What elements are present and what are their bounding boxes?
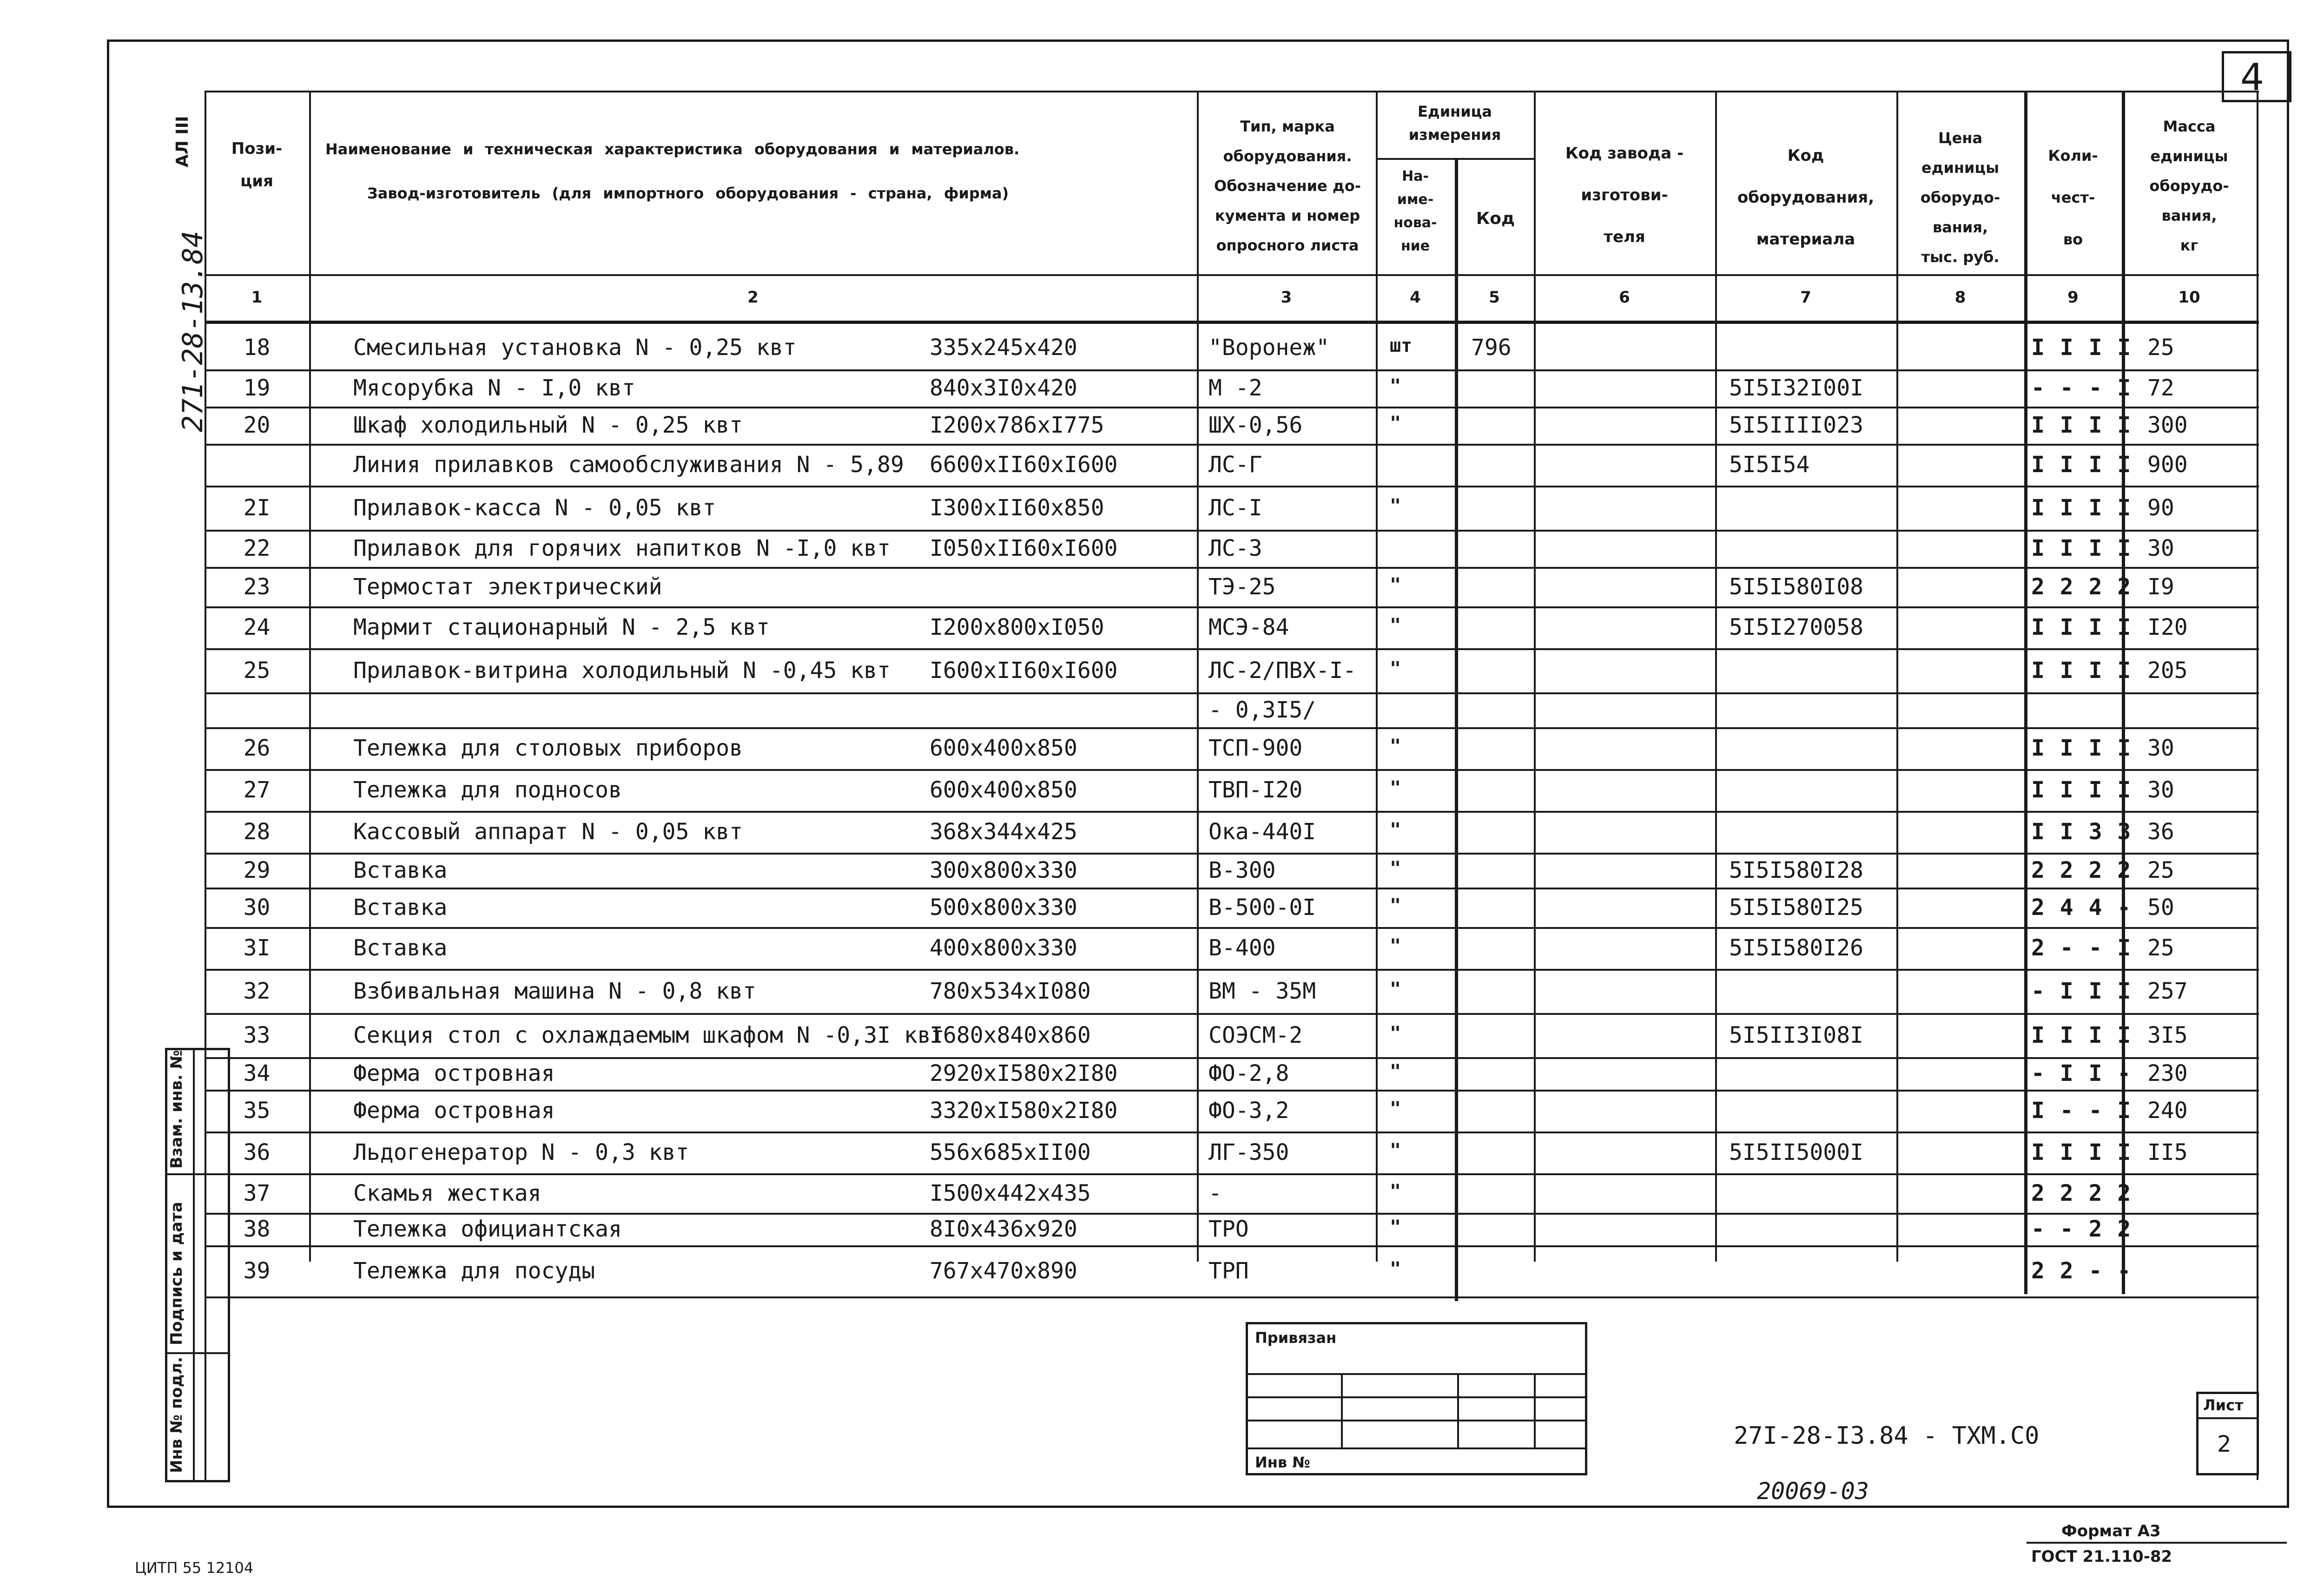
header-col7: Код оборудования, материала	[1737, 146, 1875, 249]
stamp-v1	[1341, 1373, 1343, 1447]
cell-dims: I600xII60xI600	[930, 657, 1118, 684]
cell-dims: 368x344x425	[930, 819, 1077, 845]
side-top-mark: АЛ III	[173, 116, 192, 167]
cell-unit: "	[1390, 857, 1401, 879]
cell-qty: - - - I	[2031, 375, 2132, 401]
cell-pos: 26	[243, 735, 271, 761]
cell-mass: 30	[2147, 535, 2174, 561]
header-col10: Масса единицы оборудо- вания, кг	[2149, 118, 2229, 254]
cell-qty: I I I I	[2031, 777, 2132, 803]
cell-qty: 2 - - I	[2031, 935, 2132, 961]
sheet-number: 4	[2240, 56, 2264, 99]
cell-name: Тележка официантская	[353, 1216, 622, 1242]
cell-qty: 2 2 2 2	[2031, 573, 2132, 600]
cell-name: Линия прилавков самообслуживания N - 5,89	[353, 452, 904, 478]
cell-name: Взбивальная машина N - 0,8 квт	[353, 978, 756, 1004]
table-row-divider	[205, 811, 2259, 813]
cell-type: ВМ - 35М	[1208, 978, 1316, 1004]
table-row-divider	[205, 444, 2259, 446]
cell-dims: 300x800x330	[930, 857, 1077, 883]
cell-qty: 2 2 2 2	[2031, 1180, 2132, 1206]
cell-pos: 19	[243, 375, 271, 401]
cell-qty: I I I I	[2031, 1022, 2132, 1048]
format-line	[2027, 1542, 2287, 1544]
cell-name: Прилавок для горячих напитков N -I,0 квт	[353, 535, 891, 561]
col-div-3	[1376, 91, 1378, 1262]
table-row-divider	[205, 1057, 2259, 1059]
colnum-10: 10	[2178, 288, 2200, 307]
bound-label: Привязан	[1255, 1329, 1337, 1347]
cell-name: Тележка для подносов	[353, 777, 622, 803]
cell-type: ТСП-900	[1208, 735, 1303, 761]
cell-qty: I I I I	[2031, 1139, 2132, 1165]
cell-unit: "	[1390, 615, 1401, 636]
cell-name: Кассовый аппарат N - 0,05 квт	[353, 819, 743, 845]
table-row-divider	[205, 1132, 2259, 1133]
cell-unit: "	[1390, 819, 1401, 841]
table-row-divider	[205, 530, 2259, 532]
sheet-box-div	[2196, 1417, 2259, 1419]
cell-name: Вставка	[353, 857, 448, 883]
cell-type: В-300	[1208, 857, 1276, 883]
cell-dims: 6600xII60xI600	[930, 452, 1118, 478]
table-row-divider	[205, 407, 2259, 408]
cell-pos: 32	[243, 978, 271, 1004]
cell-type: МСЭ-84	[1208, 614, 1289, 640]
document-code: 27I-28-I3.84 - ТХМ.С0	[1734, 1422, 2040, 1450]
stamp-h2	[1246, 1396, 1587, 1398]
cell-name: Шкаф холодильный N - 0,25 квт	[353, 412, 743, 438]
cell-name: Прилавок-касса N - 0,05 квт	[353, 494, 716, 521]
header-col8: Цена единицы оборудо- вания, тыс. руб.	[1920, 129, 2000, 266]
cell-pos: 33	[243, 1022, 271, 1048]
header-col1: Пози- ция	[231, 139, 283, 191]
cell-pos: 22	[243, 535, 271, 561]
table-row-divider	[205, 1245, 2259, 1247]
cell-dims: 2920xI580x2I80	[930, 1060, 1118, 1086]
table-right-border	[2257, 91, 2258, 1480]
cell-qty: - - 2 2	[2031, 1216, 2132, 1242]
stamp-v2	[1457, 1373, 1459, 1447]
cell-mass: 257	[2147, 978, 2188, 1004]
cell-dims: 3320xI580x2I80	[930, 1098, 1118, 1124]
cell-mass: I20	[2147, 614, 2188, 640]
cell-type: ЛГ-350	[1208, 1139, 1289, 1165]
cell-qty: I I I I	[2031, 494, 2132, 521]
cell-code7: 5I5I580I25	[1729, 894, 1863, 921]
cell-unit: "	[1390, 1140, 1401, 1161]
cell-type: М -2	[1208, 375, 1262, 401]
header-col9: Коли- чест- во	[2048, 147, 2098, 248]
cell-mass: 230	[2147, 1060, 2188, 1086]
cell-type: ШХ-0,56	[1208, 412, 1303, 438]
colnum-6: 6	[1619, 288, 1630, 307]
cell-name: Секция стол с охлаждаемым шкафом N -0,3I квт	[353, 1022, 944, 1048]
cell-pos: 27	[243, 777, 271, 803]
cell-pos: 24	[243, 614, 271, 640]
cell-name: Вставка	[353, 935, 448, 961]
cell-pos: 3I	[243, 935, 271, 961]
cell-pos: 35	[243, 1098, 271, 1124]
colnum-3: 3	[1281, 288, 1292, 307]
cell-type: В-400	[1208, 935, 1276, 961]
table-row-divider	[205, 1013, 2259, 1015]
col-div-2	[1197, 91, 1199, 1262]
colnum-2: 2	[747, 288, 759, 307]
cell-dims: 556x685xII00	[930, 1139, 1091, 1165]
cell-type: ФО-2,8	[1208, 1060, 1289, 1086]
cell-code7: 5I5II3I08I	[1729, 1022, 1863, 1048]
cell-qty: I I I I	[2031, 657, 2132, 684]
table-row-divider	[205, 606, 2259, 608]
col-div-4	[1455, 158, 1458, 1301]
cell-pos: 30	[243, 894, 271, 921]
table-row-divider	[205, 567, 2259, 569]
cell-code7: 5I5I580I08	[1729, 573, 1863, 600]
cell-unit: "	[1390, 1061, 1401, 1082]
cell-qty: I I I I	[2031, 334, 2132, 361]
cell-pos: 18	[243, 334, 271, 361]
side-label-replace: Взам. инв. №	[167, 1050, 186, 1169]
cell-dims: 335x245x420	[930, 334, 1077, 361]
table-row-divider	[205, 927, 2259, 929]
cell-mass: 36	[2147, 819, 2174, 845]
cell-pos: 28	[243, 819, 271, 845]
cell-mass: 25	[2147, 334, 2174, 361]
cell-mass: 240	[2147, 1098, 2188, 1124]
cell-name: Термостат электрический	[353, 573, 662, 600]
cell-pos: 34	[243, 1060, 271, 1086]
cell-code7: 5I5I270058	[1729, 614, 1863, 640]
header-col4: На- име- нова- ние	[1393, 168, 1437, 254]
cell-dims: 600x400x850	[930, 735, 1077, 761]
cell-type: СОЭСМ-2	[1208, 1022, 1303, 1048]
inv-label: Инв №	[1255, 1454, 1310, 1471]
cell-pos: 39	[243, 1258, 271, 1284]
colnum-9: 9	[2067, 288, 2079, 307]
cell-dims: 840x3I0x420	[930, 375, 1077, 401]
cell-qty: I I I I	[2031, 412, 2132, 438]
cell-mass: 90	[2147, 494, 2174, 521]
header-col6: Код завода - изготови- теля	[1565, 144, 1684, 246]
cell-name: Мармит стационарный N - 2,5 квт	[353, 614, 770, 640]
cell-type: ТЭ-25	[1208, 573, 1276, 600]
cell-type: ФО-3,2	[1208, 1098, 1289, 1124]
cell-name: Вставка	[353, 894, 448, 921]
cell-qty: I I I I	[2031, 452, 2132, 478]
cell-pos: 2I	[243, 494, 271, 521]
cell-code7: 5I5I580I26	[1729, 935, 1863, 961]
cell-dims: 767x470x890	[930, 1258, 1077, 1284]
table-row-divider	[205, 853, 2259, 855]
cell-type: - 0,3I5/	[1208, 697, 1316, 723]
cell-code7: 5I5I54	[1729, 452, 1810, 478]
cell-qty: - I I I	[2031, 978, 2132, 1004]
cell-unit: "	[1390, 895, 1401, 916]
table-body-bottom	[205, 1296, 2259, 1298]
cell-mass: 205	[2147, 657, 2188, 684]
cell-mass: 50	[2147, 894, 2174, 921]
cell-type: ЛС-Г	[1208, 452, 1262, 478]
side-code: 271-28-13.84	[177, 230, 209, 432]
sheet-label: Лист	[2203, 1396, 2244, 1414]
handwritten-number: 20069-03	[1757, 1478, 1869, 1505]
header-col3: Тип, марка оборудования. Обозначение до- кумента и номер опросного листа	[1214, 118, 1361, 254]
cell-name: Мясорубка N - I,0 квт	[353, 375, 635, 401]
cell-name: Льдогенератор N - 0,3 квт	[353, 1139, 689, 1165]
cell-pos: 23	[243, 573, 271, 600]
colnum-4: 4	[1410, 288, 1421, 307]
colnum-1: 1	[251, 288, 263, 307]
cell-unit: "	[1390, 375, 1401, 397]
cell-type: ТВП-I20	[1208, 777, 1303, 803]
cell-unit: "	[1390, 574, 1401, 596]
table-row-divider	[205, 648, 2259, 650]
cell-pos: 20	[243, 412, 271, 438]
cell-pos: 29	[243, 857, 271, 883]
cell-unit: "	[1390, 736, 1401, 757]
cell-mass: II5	[2147, 1139, 2188, 1165]
cell-pos: 36	[243, 1139, 271, 1165]
cell-mass: 25	[2147, 857, 2174, 883]
cell-qty: 2 2 2 2	[2031, 857, 2132, 883]
cell-unit: "	[1390, 777, 1401, 799]
stamp-h3	[1246, 1420, 1587, 1421]
cell-mass: I9	[2147, 573, 2174, 600]
cell-dims: I200x786xI775	[930, 412, 1104, 438]
cell-unit: шт	[1390, 335, 1413, 356]
cell-name: Ферма островная	[353, 1060, 555, 1086]
cell-type: "Воронеж"	[1208, 334, 1330, 361]
side-strip-h1	[165, 1173, 230, 1175]
cell-unit: "	[1390, 495, 1401, 517]
cell-code7: 5I5I580I28	[1729, 857, 1863, 883]
cell-name: Ферма островная	[353, 1098, 555, 1124]
bottom-left-code: ЦИТП 55 12104	[135, 1559, 254, 1577]
table-row-divider	[205, 369, 2259, 371]
cell-unit: "	[1390, 978, 1401, 1000]
cell-type: ЛС-2/ПВХ-I-	[1208, 657, 1356, 684]
cell-mass: 72	[2147, 375, 2174, 401]
cell-pos: 25	[243, 657, 271, 684]
table-row-divider	[205, 969, 2259, 971]
cell-qty: I I I I	[2031, 735, 2132, 761]
cell-dims: 8I0x436x920	[930, 1216, 1077, 1242]
cell-unit: "	[1390, 1180, 1401, 1202]
cell-qty: I I 3 3	[2031, 819, 2132, 845]
cell-name: Тележка для столовых приборов	[353, 735, 743, 761]
stamp-v3	[1534, 1373, 1536, 1447]
colnum-7: 7	[1800, 288, 1811, 307]
header-unit-group: Единица измерения	[1408, 103, 1501, 144]
cell-name: Тележка для посуды	[353, 1258, 595, 1284]
cell-dims: I500x442x435	[930, 1180, 1091, 1206]
side-label-inv: Инв № подл.	[167, 1356, 186, 1473]
sheet-value: 2	[2217, 1431, 2232, 1457]
cell-name: Скамья жесткая	[353, 1180, 541, 1206]
cell-mass: 25	[2147, 935, 2174, 961]
col-div-1	[309, 91, 311, 1262]
colnum-8: 8	[1954, 288, 1966, 307]
table-row-divider	[205, 486, 2259, 487]
side-strip-div	[193, 1048, 195, 1482]
cell-dims: 600x400x850	[930, 777, 1077, 803]
gost-label: ГОСТ 21.110-82	[2031, 1547, 2172, 1566]
cell-mass: 900	[2147, 452, 2188, 478]
table-row-divider	[205, 1213, 2259, 1215]
cell-type: ТРО	[1208, 1216, 1249, 1242]
cell-pos: 37	[243, 1180, 271, 1206]
cell-unit: "	[1390, 1098, 1401, 1119]
cell-code7: 5I5II5000I	[1729, 1139, 1863, 1165]
cell-dims: 400x800x330	[930, 935, 1077, 961]
format-label: Формат А3	[2061, 1522, 2161, 1540]
table-top-border	[205, 91, 2259, 92]
cell-qty: I I I I	[2031, 614, 2132, 640]
cell-dims: 500x800x330	[930, 894, 1077, 921]
cell-unit: "	[1390, 1022, 1401, 1044]
table-row-divider	[205, 769, 2259, 771]
header-col2-line1: Наименование и техническая характеристика оборудования и материалов.	[325, 140, 1020, 158]
cell-unit: "	[1390, 658, 1401, 679]
cell-qty: 2 2 - -	[2031, 1258, 2132, 1284]
cell-type: В-500-0I	[1208, 894, 1316, 921]
cell-name: Прилавок-витрина холодильный N -0,45 квт	[353, 657, 891, 684]
table-row-divider	[205, 1090, 2259, 1092]
cell-qty: I - - I	[2031, 1098, 2132, 1124]
stamp-h1	[1246, 1373, 1587, 1375]
cell-unit: "	[1390, 1217, 1401, 1238]
cell-unit: "	[1390, 1258, 1401, 1280]
cell-qty: - I I -	[2031, 1060, 2132, 1086]
cell-dims: I050xII60xI600	[930, 535, 1118, 561]
cell-type: Ока-440I	[1208, 819, 1316, 845]
header-col2-line2: Завод-изготовитель (для импортного оборудования - страна, фирма)	[367, 184, 1009, 202]
table-row-divider	[205, 692, 2259, 694]
cell-code7: 5I5IIII023	[1729, 412, 1863, 438]
side-strip-h2	[165, 1352, 230, 1354]
cell-code7: 5I5I32I00I	[1729, 375, 1863, 401]
cell-type: ЛС-3	[1208, 535, 1262, 561]
table-row-divider	[205, 1173, 2259, 1175]
cell-qty: 2 4 4 -	[2031, 894, 2132, 921]
cell-type: ТРП	[1208, 1258, 1249, 1284]
col-div-6	[1715, 91, 1717, 1262]
cell-mass: 30	[2147, 735, 2174, 761]
colnum-5: 5	[1489, 288, 1500, 307]
cell-mass: 300	[2147, 412, 2188, 438]
cell-dims: I200x800xI050	[930, 614, 1104, 640]
header-col5: Код	[1476, 209, 1515, 228]
cell-qty: I I I I	[2031, 535, 2132, 561]
cell-name: Смесильная установка N - 0,25 квт	[353, 334, 797, 361]
cell-mass: 3I5	[2147, 1022, 2188, 1048]
table-row-divider	[205, 727, 2259, 729]
cell-dims: I680x840x860	[930, 1022, 1091, 1048]
table-row-divider	[205, 888, 2259, 889]
cell-unit: "	[1390, 413, 1401, 434]
cell-dims: I300xII60x850	[930, 494, 1104, 521]
cell-dims: 780x534xI080	[930, 978, 1091, 1004]
header-bottom	[205, 274, 2259, 276]
cell-unit: "	[1390, 935, 1401, 957]
cell-code5: 796	[1471, 334, 1512, 361]
cell-type: ЛС-I	[1208, 494, 1262, 521]
colnum-bottom	[205, 321, 2259, 324]
stamp-h4	[1246, 1447, 1587, 1449]
side-label-signature: Подпись и дата	[167, 1202, 186, 1345]
cell-mass: 30	[2147, 777, 2174, 803]
col-div-5	[1534, 91, 1536, 1262]
cell-type: -	[1208, 1180, 1222, 1206]
cell-pos: 38	[243, 1216, 271, 1242]
